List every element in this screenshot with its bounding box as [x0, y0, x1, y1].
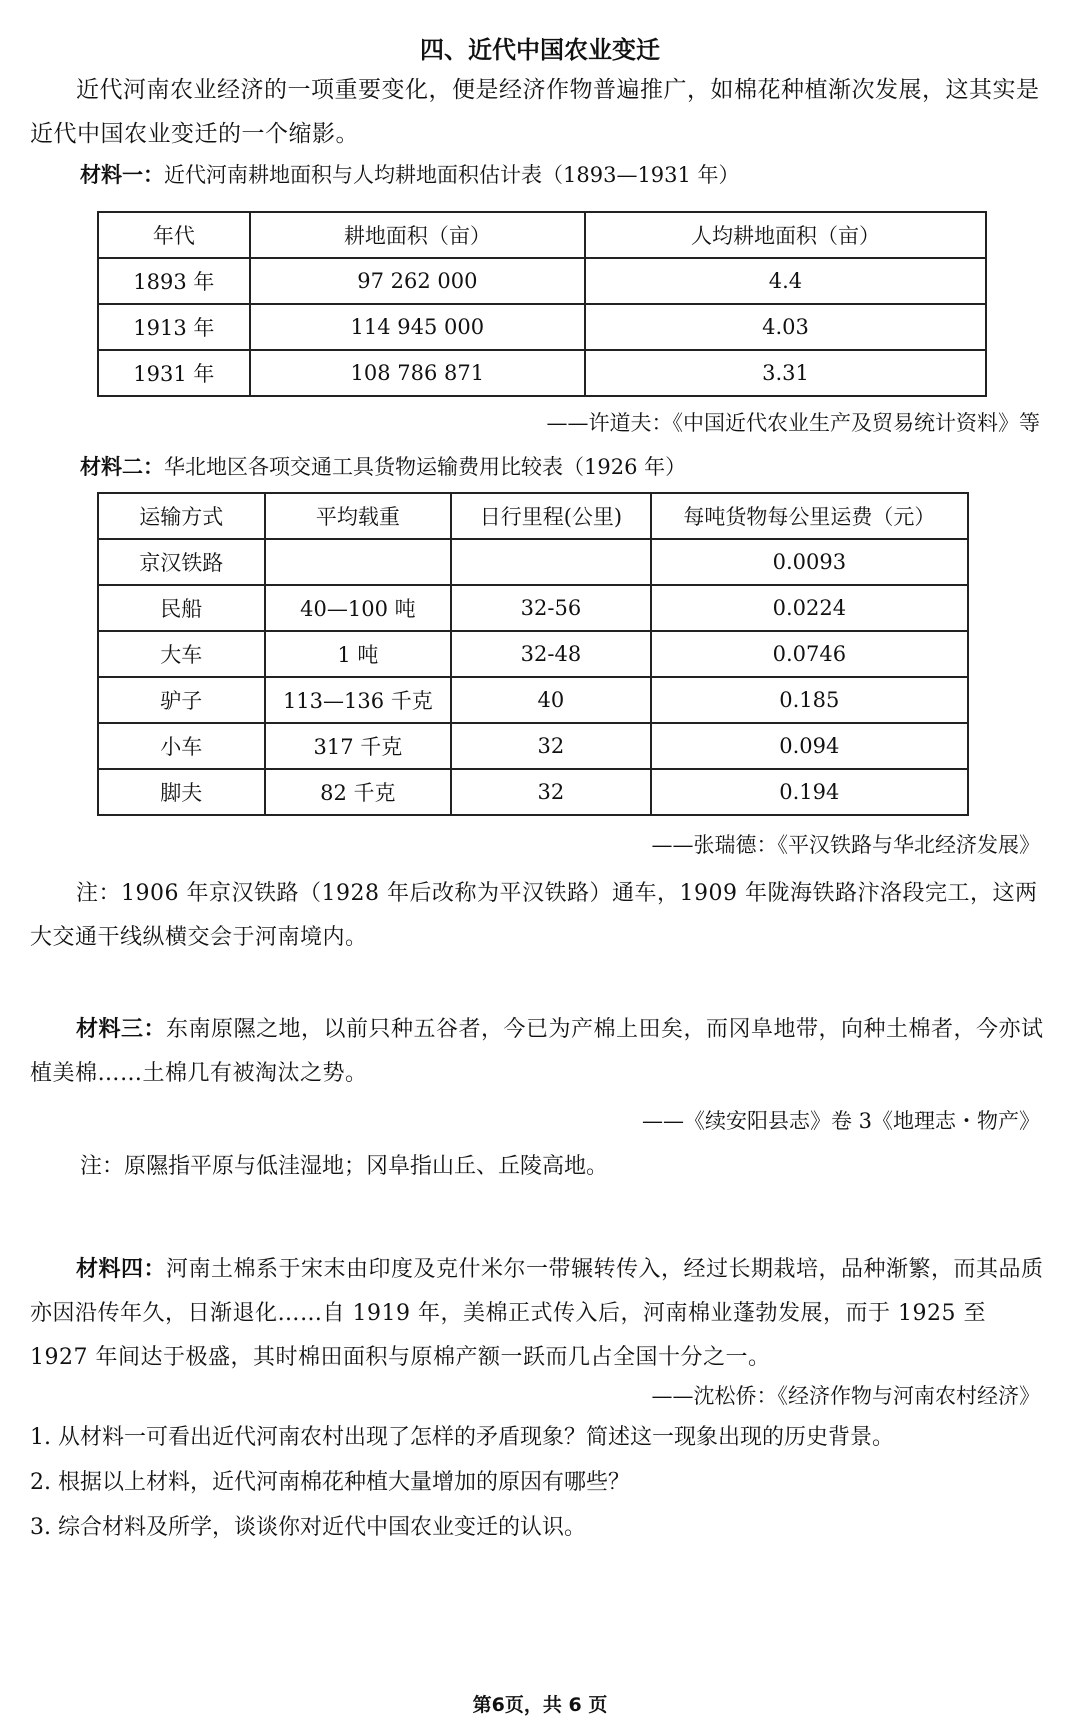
material-1-caption	[80, 160, 740, 190]
question-2: 2. 根据以上材料，近代河南棉花种植大量增加的原因有哪些？	[30, 1470, 630, 1495]
table-header-row	[98, 493, 968, 539]
material-3-note: 注：原隰指平原与低洼湿地；冈阜指山丘、丘陵高地。	[80, 1154, 609, 1179]
table-cell: 32	[451, 769, 651, 815]
material-2-label: 材料二：	[80, 455, 164, 479]
table-cell: 32	[451, 723, 651, 769]
table-cell: 驴子	[98, 677, 265, 723]
table-cell: 40	[451, 677, 651, 723]
material-2-title: 华北地区各项交通工具货物运输费用比较表（1926 年）	[164, 455, 687, 479]
table-row	[98, 258, 986, 304]
table-cell: 京汉铁路	[98, 539, 265, 585]
table-row	[98, 585, 968, 631]
table-cell: 小车	[98, 723, 265, 769]
material-2-caption	[80, 452, 686, 482]
table-row	[98, 677, 968, 723]
table-header-cell: 年代	[98, 212, 250, 258]
table-cell: 1893 年	[98, 258, 250, 304]
table-cell: 97 262 000	[250, 258, 585, 304]
table-row	[98, 304, 986, 350]
table-cell: 脚夫	[98, 769, 265, 815]
table-cell: 113—136 千克	[265, 677, 452, 723]
table-cell: 1913 年	[98, 304, 250, 350]
table-cell: 40—100 吨	[265, 585, 452, 631]
table-header-cell: 日行里程(公里)	[451, 493, 651, 539]
table-cell: 32-48	[451, 631, 651, 677]
table-cell: 32-56	[451, 585, 651, 631]
table-header-cell: 平均载重	[265, 493, 452, 539]
table-cell: 0.194	[651, 769, 968, 815]
material-3-source: ——《续安阳县志》卷 3《地理志・物产》	[641, 1109, 1040, 1133]
material-4-source: ——沈松侨：《经济作物与河南农村经济》	[651, 1384, 1040, 1408]
material-2-source: ——张瑞德：《平汉铁路与华北经济发展》	[651, 833, 1040, 857]
material-1-label: 材料一：	[80, 163, 164, 187]
material-4-paragraph	[30, 1248, 1050, 1380]
material-2-note: 注：1906 年京汉铁路（1928 年后改称为平汉铁路）通车，1909 年陇海铁路汴洛段完工，这两大交通干线纵横交会于河南境内。	[30, 881, 1038, 950]
table-header-cell: 人均耕地面积（亩）	[585, 212, 986, 258]
table-row	[98, 769, 968, 815]
table-cell: 0.0224	[651, 585, 968, 631]
transport-table	[97, 492, 969, 816]
table-cell: 1 吨	[265, 631, 452, 677]
intro-paragraph: 近代河南农业经济的一项重要变化，便是经济作物普遍推广，如棉花种植渐次发展，这其实是近代中国农业变迁的一个缩影。	[30, 77, 1040, 147]
material-3-label: 材料三：	[76, 1017, 167, 1042]
material-3-paragraph	[30, 1008, 1050, 1096]
table-cell: 1931 年	[98, 350, 250, 396]
table-cell: 大车	[98, 631, 265, 677]
question-3: 3. 综合材料及所学，谈谈你对近代中国农业变迁的认识。	[30, 1515, 586, 1540]
table-cell: 82 千克	[265, 769, 452, 815]
table-cell: 0.185	[651, 677, 968, 723]
material-1-source: ——许道夫：《中国近代农业生产及贸易统计资料》等	[546, 411, 1040, 435]
material-1-title: 近代河南耕地面积与人均耕地面积估计表（1893—1931 年）	[164, 163, 740, 187]
table-cell: 114 945 000	[250, 304, 585, 350]
page-footer: 第6页，共 6 页	[472, 1694, 608, 1716]
table-cell	[451, 539, 651, 585]
table-cell	[265, 539, 452, 585]
section-title: 四、近代中国农业变迁	[420, 36, 660, 64]
material-3-text: 东南原隰之地，以前只种五谷者，今已为产棉上田矣，而冈阜地带，向种土棉者，今亦试植美棉……土棉几有被淘汰之势。	[30, 1017, 1044, 1086]
table-cell: 4.03	[585, 304, 986, 350]
table-row	[98, 350, 986, 396]
material-4-label: 材料四：	[76, 1257, 167, 1282]
table-header-cell: 运输方式	[98, 493, 265, 539]
table-cell: 民船	[98, 585, 265, 631]
table-header-cell: 每吨货物每公里运费（元）	[651, 493, 968, 539]
farmland-table	[97, 211, 987, 397]
table-row	[98, 539, 968, 585]
table-cell: 0.094	[651, 723, 968, 769]
table-row	[98, 631, 968, 677]
table-cell: 3.31	[585, 350, 986, 396]
table-cell: 108 786 871	[250, 350, 585, 396]
table-cell: 317 千克	[265, 723, 452, 769]
table-cell: 0.0746	[651, 631, 968, 677]
table-cell: 4.4	[585, 258, 986, 304]
table-header-row	[98, 212, 986, 258]
table-cell: 0.0093	[651, 539, 968, 585]
table-row	[98, 723, 968, 769]
question-1: 1. 从材料一可看出近代河南农村出现了怎样的矛盾现象？简述这一现象出现的历史背景。	[30, 1425, 894, 1450]
table-header-cell: 耕地面积（亩）	[250, 212, 585, 258]
material-4-text: 河南土棉系于宋末由印度及克什米尔一带辗转传入，经过长期栽培，品种渐繁，而其品质亦因沿传年久，日渐退化……自 1919 年，美棉正式传入后，河南棉业蓬勃发展，而于 1925 至 1927 年间达于极盛，其时棉田面积与原棉产额一跃而几占全国十分之一。	[30, 1257, 1044, 1370]
